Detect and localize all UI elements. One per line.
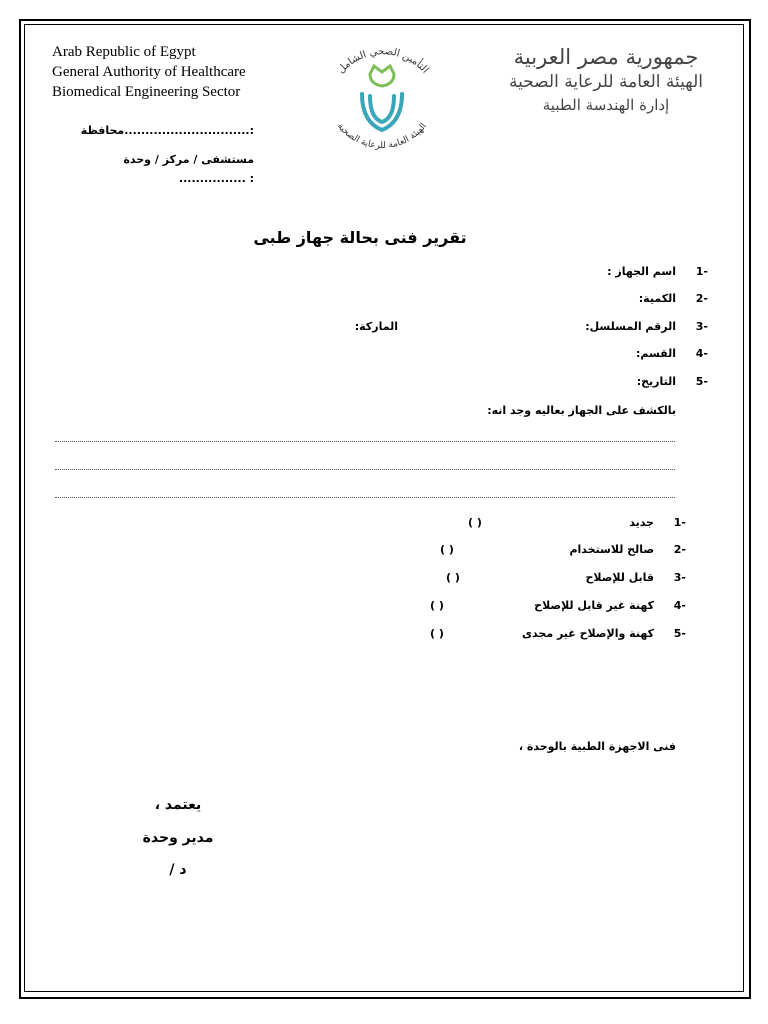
authority-logo: [312, 26, 452, 156]
status-option: [386, 543, 686, 563]
arabic-header-line-3: إدارة الهندسة الطبية: [542, 96, 670, 114]
status-label-usable: صالح للاستخدام: [569, 543, 654, 556]
status-label-repairable: قابل للإصلاح: [585, 571, 654, 584]
status-option: [386, 516, 686, 536]
logo-arc-top-text: التأمين الصحي الشامل: [335, 46, 431, 76]
field-row: [68, 265, 708, 285]
status-checkbox[interactable]: ( ): [468, 516, 482, 529]
status-checkbox[interactable]: ( ): [440, 543, 454, 556]
status-label-new: جديد: [629, 516, 654, 529]
english-header-line-3: Biomedical Engineering Sector: [52, 84, 241, 100]
status-checkbox[interactable]: ( ): [446, 571, 460, 584]
inspection-finding-label: بالكشف على الجهاز بعاليه وجد انه:: [487, 404, 676, 417]
dotted-line: [55, 469, 675, 470]
doctor-signature-label: د /: [169, 862, 187, 878]
logo-leaf-icon: [370, 66, 394, 86]
status-option: [386, 627, 686, 647]
field-number: -5: [695, 375, 708, 388]
facility-dots: : ................: [178, 172, 254, 185]
arabic-header-line-2: الهيئة العامة للرعاية الصحية: [508, 72, 704, 92]
field-label-device-name: اسم الجهاز :: [607, 265, 676, 278]
dotted-line: [55, 497, 675, 498]
field-number: -2: [695, 292, 708, 305]
field-row: [68, 320, 708, 340]
field-number: -1: [695, 265, 708, 278]
field-row: [68, 347, 708, 367]
english-header-line-2: General Authority of Healthcare: [52, 64, 246, 80]
status-number: -4: [673, 599, 686, 612]
field-label-quantity: الكمية:: [638, 292, 676, 305]
arabic-header: [506, 44, 706, 116]
status-option: [386, 599, 686, 619]
logo-arc-bottom-text: الهيئة العامة للرعاية الصحية: [335, 121, 429, 152]
field-label-serial-number: الرقم المسلسل:: [585, 320, 676, 333]
governorate-field: :..............................محافظة: [80, 124, 254, 137]
field-row: [68, 292, 708, 312]
dotted-line: [55, 441, 675, 442]
field-number: -4: [695, 347, 708, 360]
technician-signature-label: فنى الاجهزة الطبية بالوحدة ،: [518, 740, 676, 753]
status-checkbox[interactable]: ( ): [430, 627, 444, 640]
facility-field: مستشفى / مركز / وحدة: [123, 153, 254, 166]
field-label-date: التاريخ:: [636, 375, 676, 388]
status-label-scrap-repair-uneconomical: كهنة والإصلاح غير مجدى: [521, 627, 654, 640]
english-header: [52, 42, 246, 102]
field-number: -3: [695, 320, 708, 333]
report-title: تقرير فنى بحالة جهاز طبى: [253, 228, 467, 247]
english-header-line-1: Arab Republic of Egypt: [52, 44, 196, 60]
field-label-department: القسم:: [635, 347, 676, 360]
status-checkbox[interactable]: ( ): [430, 599, 444, 612]
status-number: -2: [673, 543, 686, 556]
page-border-inner: [24, 24, 744, 992]
status-number: -3: [673, 571, 686, 584]
arabic-header-line-1: جمهورية مصر العربية: [513, 45, 699, 69]
logo-drop-icon: [362, 94, 402, 130]
svg-text:الهيئة العامة للرعاية الصحية: [335, 121, 429, 151]
field-row: [68, 375, 708, 395]
status-number: -1: [673, 516, 686, 529]
status-number: -5: [673, 627, 686, 640]
unit-manager-label: مدير وحدة: [142, 830, 214, 846]
status-label-scrap-not-repairable: كهنة غير قابل للإصلاح: [534, 599, 654, 612]
status-option: [386, 571, 686, 591]
field-label-brand: الماركة:: [354, 320, 398, 333]
approval-label: يعتمد ،: [154, 797, 202, 813]
